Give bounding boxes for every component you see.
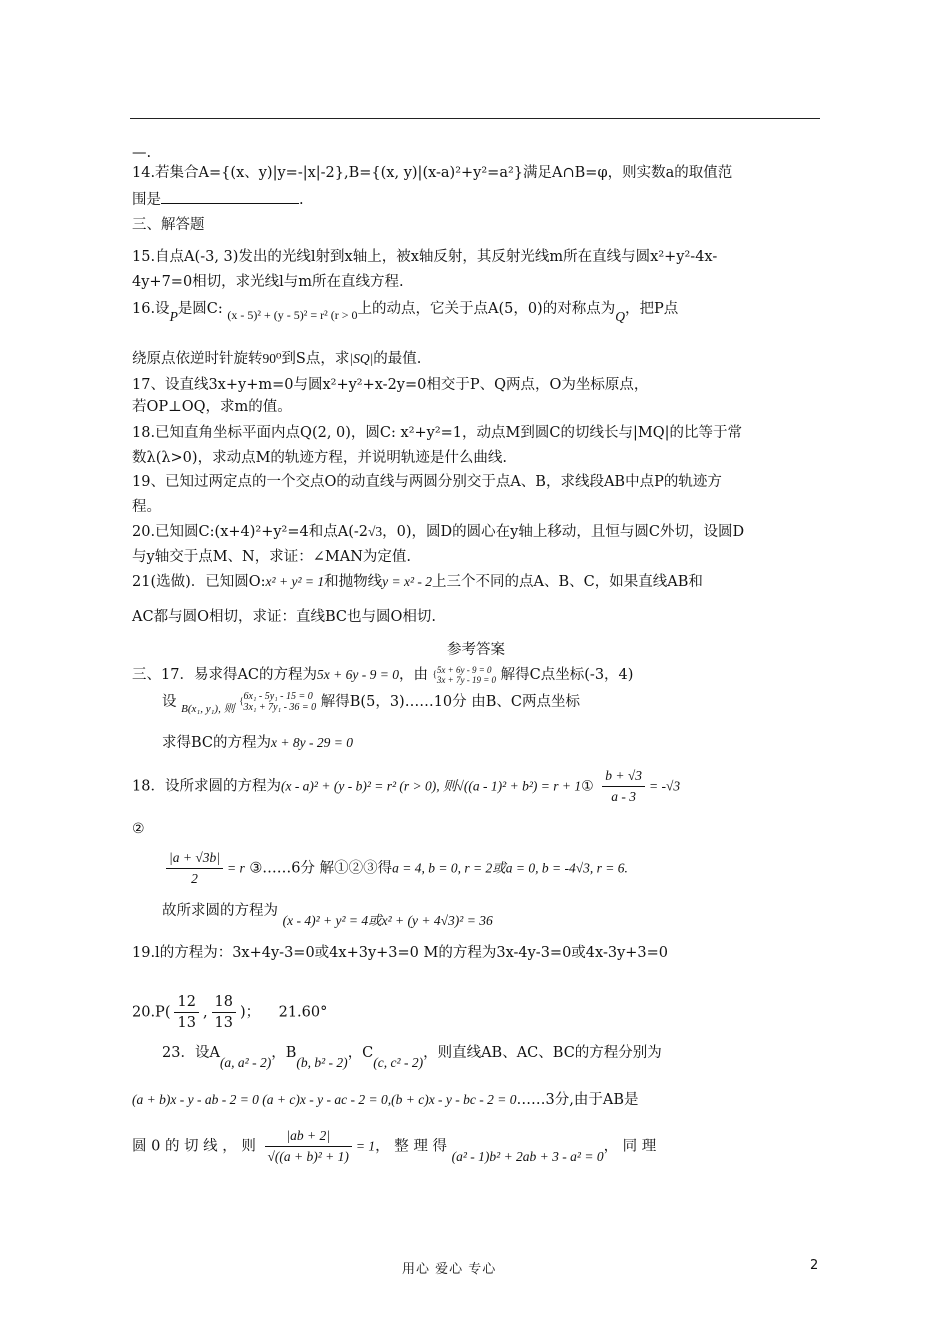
a17-point-b: B(x₁, y₁), 则 <box>181 703 235 715</box>
a20-d1: 13 <box>177 1015 196 1031</box>
answer-blank <box>161 189 299 204</box>
header-rule <box>130 118 820 119</box>
a23-line3d: (a² - 1)b² + 2ab + 3 - a² = 0 <box>451 1148 604 1164</box>
a17-f: 求得BC的方程为 <box>162 735 272 751</box>
a18-frac1 <box>602 766 645 807</box>
a23-c: ，C <box>347 1045 374 1061</box>
a23-line3 <box>132 1126 656 1167</box>
a23-line3c: ， 整 理 得 <box>375 1138 447 1155</box>
a23-line3a: 圆 0 的 切 线 ， 则 <box>132 1138 256 1155</box>
a18-eq3: = -√3 <box>649 778 681 794</box>
q16-b: 是圆C: <box>177 301 223 317</box>
a17-line1 <box>132 662 633 688</box>
q17-line1: 17、设直线3x+y+m=0与圆x²+y²+x-2y=0相交于P、Q两点，O为坐标原点， <box>132 377 649 393</box>
q14-end: . <box>299 192 304 208</box>
a23-pc: (c, c² - 2) <box>373 1055 424 1070</box>
a20-frac2 <box>212 992 236 1033</box>
q15-line2: 4y+7=0相切，求光线l与m所在直线方程. <box>132 274 404 290</box>
a17-sys1-eq2: 3x + 7y - 19 = 0 <box>436 675 497 685</box>
a23-line1 <box>162 1040 662 1070</box>
q19-line1: 19、已知过两定点的一个交点O的动直线与两圆分别交于点A、B，求线段AB中点P的轨迹方 <box>132 474 722 490</box>
a17-sys2-eq1: 6x₁ - 5y₁ - 15 = 0 <box>243 691 313 702</box>
q14-pre: —. <box>132 145 152 161</box>
a20-line: 20.P( $\frac{12}{13}$ , $\frac{18}{13}$ )； 21.60° <box>132 994 328 1031</box>
a23-line2b: ……3分,由于AB是 <box>516 1092 639 1108</box>
a18-eq4: = r <box>226 860 245 876</box>
a17-d: 设 <box>162 694 177 710</box>
a21-answer: 21.60° <box>278 1004 328 1021</box>
a20-frac1 <box>174 992 198 1033</box>
a20-a: 20.P( <box>132 1004 171 1021</box>
q14-line1: 14.若集合A={(x、y)|y=-|x|-2},B={(x, y)|(x-a)²+y²=a²}满足A∩B=φ，则实数a的取值范 <box>132 165 733 181</box>
q16-circle-eq: (x - 5)² + (y - 5)² = r² (r > 0 <box>227 308 358 322</box>
a23-a: 23．设A <box>162 1045 220 1061</box>
q21-a: 21(选做)．已知圆O: <box>132 574 266 590</box>
a18-eq2: √((a - 1)² + b²) = r + 1 <box>456 778 582 794</box>
q16-a: 16.设 <box>132 301 170 317</box>
a18-eq1: (x - a)² + (y - b)² = r² (r > 0), 则 <box>280 778 457 794</box>
a23-line-eqs: (a + b)x - y - ab - 2 = 0 (a + c)x - y - ac - 2 = 0,(b + c)x - y - bc - 2 = 0 <box>132 1092 517 1107</box>
q20-line1b: ，0)，圆D的圆心在y轴上移动，且恒与圆C外切，设圆D <box>382 524 745 540</box>
answers-title: 参考答案 <box>447 642 505 658</box>
a23-frac <box>265 1126 352 1167</box>
q16-line2a: 绕原点依逆时针旋转 <box>132 351 263 367</box>
a23-b: ，B <box>271 1045 297 1061</box>
q20-line1a: 20.已知圆C:(x+4)²+y²=4和点A(-2 <box>132 524 368 540</box>
a19-line: 19.l的方程为：3x+4y-3=0或4x+3y+3=0 M的方程为3x-4y-3=0或4x-3y+3=0 <box>132 945 669 961</box>
q18-line2: 数λ(λ>0)，求动点M的轨迹方程，并说明轨迹是什么曲线. <box>132 450 508 466</box>
q21-b: 和抛物线 <box>324 574 383 590</box>
a17-e: 解得B(5，3)……10分 由B、C两点坐标 <box>320 694 581 710</box>
a18-solution: a = 4, b = 0, r = 2或a = 0, b = -4√3, r = 6. <box>392 860 628 876</box>
a20-n1: 12 <box>174 992 198 1013</box>
a17-b: ，由 <box>398 667 428 683</box>
a17-system1: { 5x + 6y - 9 = 0 3x + 7y - 19 = 0 <box>432 665 497 685</box>
q20-sqrt3: √3 <box>368 524 383 539</box>
q16-line2 <box>132 346 421 372</box>
a17-c: 解得C点坐标(-3，4) <box>500 667 634 683</box>
q21-c: 上三个不同的点A、B、C，如果直线AB和 <box>432 574 703 590</box>
a17-sys1-eq1: 5x + 6y - 9 = 0 <box>436 665 492 675</box>
a18-g: 故所求圆的方程为 <box>162 903 278 919</box>
q16-d: ，把P点 <box>624 301 679 317</box>
a20-b: )； <box>240 1004 261 1021</box>
a18-line1 <box>132 766 680 807</box>
footer-motto: 用心 爱心 专心 <box>402 1262 497 1277</box>
a17-sys2-eq2: 3x₁ + 7y₁ - 36 = 0 <box>243 702 317 713</box>
a18-frac2 <box>166 848 223 889</box>
a18-final-eq: (x - 4)² + y² = 4或x² + (y + 4√3)² = 36 <box>282 913 493 928</box>
a23-line3e: ， 同 理 <box>603 1138 657 1155</box>
a18-line3 <box>162 848 628 889</box>
q19-line2: 程。 <box>132 499 161 515</box>
q14-line2 <box>132 187 304 213</box>
a20-d2: 13 <box>214 1015 233 1031</box>
section-title: 三、解答题 <box>132 217 205 233</box>
a18-frac2-den: 2 <box>191 871 198 886</box>
q21-line1 <box>132 569 703 595</box>
a17-line3 <box>162 730 353 756</box>
q15-line1: 15.自点A(-3, 3)发出的光线l射到x轴上，被x轴反射，其反射光线m所在直线与圆x²+y²-4x- <box>132 249 718 265</box>
a20-n2: 18 <box>212 992 236 1013</box>
q16-p: P <box>169 309 178 324</box>
q16-line1 <box>132 296 678 322</box>
a17-bc-eq: x + 8y - 29 = 0 <box>271 735 353 750</box>
a23-pa: (a, a² - 2) <box>219 1055 272 1070</box>
q20-line2: 与y轴交于点M、N，求证：∠MAN为定值. <box>132 549 411 565</box>
q16-deg: 90⁰ <box>262 351 282 366</box>
a17-ac-eq: 5x + 6y - 9 = 0 <box>317 667 399 682</box>
q21-eq1: x² + y² = 1 <box>265 574 325 589</box>
page-number: 2 <box>810 1258 819 1273</box>
q16-c: 上的动点，它关于点A(5，0)的对称点为 <box>357 301 616 317</box>
a17-a: 三、17．易求得AC的方程为 <box>132 667 318 683</box>
a23-line2 <box>132 1087 638 1113</box>
q20-line1 <box>132 519 744 545</box>
q16-line2b: 到S点，求 <box>281 351 350 367</box>
q21-eq2: y = x² - 2 <box>382 574 432 589</box>
a23-d: ，则直线AB、AC、BC的方程分别为 <box>423 1045 662 1061</box>
q21-line2: AC都与圆O相切，求证：直线BC也与圆O相切. <box>132 609 436 625</box>
a23-fden: √((a + b)² + 1) <box>267 1149 349 1164</box>
q16-q: Q <box>615 309 625 324</box>
a18-c2: ② <box>132 821 145 837</box>
a18-circ2 <box>132 816 145 842</box>
a18-frac1-num: b + √3 <box>602 766 645 787</box>
a23-line3b: = 1 <box>355 1138 376 1154</box>
a23-fnum: |ab + 2| <box>265 1126 352 1147</box>
q16-line2c: 的最值. <box>373 351 422 367</box>
a17-system2: { 6x₁ - 5y₁ - 15 = 0 3x₁ + 7y₁ - 36 = 0 <box>239 691 317 713</box>
a18-c3: ③……6分 解①②③得 <box>249 860 393 877</box>
q18-line1: 18.已知直角坐标平面内点Q(2, 0)，圆C: x²+y²=1，动点M到圆C的切线长与|MQ|的比等于常 <box>132 425 742 441</box>
a18-frac1-den: a - 3 <box>611 789 637 804</box>
q16-sq: |SQ| <box>349 351 374 366</box>
a18-a: 18．设所求圆的方程为 <box>132 778 281 795</box>
a23-pb: (b, b² - 2) <box>296 1055 348 1070</box>
a18-circ1: ① <box>581 778 594 795</box>
a18-frac2-num: |a + √3b| <box>166 848 223 869</box>
q17-line2: 若OP⊥OQ，求m的值。 <box>132 399 292 415</box>
a18-line4 <box>162 898 493 928</box>
a17-line2 <box>162 689 580 716</box>
q14-cont: 围是 <box>132 192 161 208</box>
